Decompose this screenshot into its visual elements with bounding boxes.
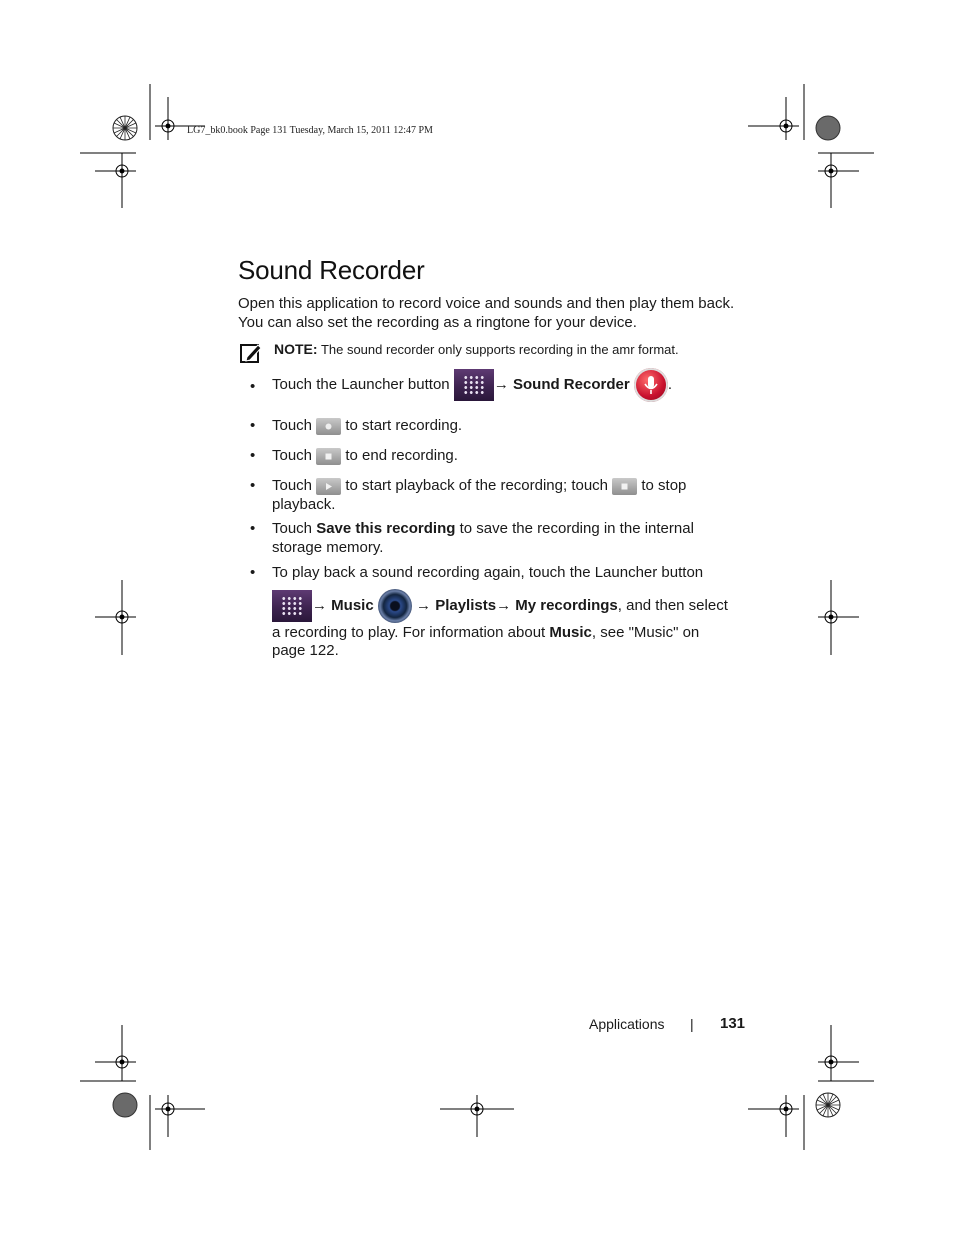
note-text	[274, 341, 679, 357]
period-text: .	[667, 375, 673, 393]
list-item-line	[272, 589, 728, 623]
microphone-icon	[634, 368, 668, 402]
list-item-text: Touch	[272, 447, 317, 464]
note-pencil-icon	[240, 342, 262, 364]
list-item-text: , see "Music" on	[591, 624, 700, 641]
list-item-line: page 122.	[272, 642, 339, 659]
list-item-text: a recording to play. For information about	[272, 624, 550, 641]
menu-path-playlists: Playlists	[435, 596, 497, 614]
bullet-marker: •	[250, 564, 256, 581]
list-item	[272, 446, 458, 465]
footer-section-name: Applications	[589, 1016, 665, 1032]
arrow-text: →	[493, 375, 513, 393]
list-item-text: Touch	[272, 520, 317, 537]
footer-separator: |	[690, 1016, 694, 1032]
launcher-grid-icon	[272, 590, 312, 622]
stop-icon	[612, 478, 637, 495]
play-icon	[316, 478, 341, 495]
arrow-text: →	[411, 596, 436, 614]
list-item-line: To play back a sound recording again, touch the Launcher button	[272, 564, 704, 581]
intro-paragraph: Open this application to record voice and sounds and then play them back. You can also set the recording as a ringtone for your device.	[238, 295, 735, 331]
launcher-grid-icon	[454, 369, 494, 401]
bullet-marker: •	[250, 378, 256, 395]
list-item-text: to start playback of the recording; touch	[341, 477, 613, 494]
list-item-text: to save the recording in the internal storage memory.	[272, 520, 694, 556]
bullet-marker: •	[250, 417, 256, 434]
list-item-text: Touch	[272, 477, 317, 494]
save-recording-label: Save this recording	[316, 520, 456, 537]
arrow-text: →	[496, 596, 516, 614]
book-file-header: LG7_bk0.book Page 131 Tuesday, March 15, 2011 12:47 PM	[187, 125, 433, 136]
list-item-line	[272, 623, 699, 642]
arrow-text: →	[312, 596, 332, 614]
menu-path-sound-recorder: Sound Recorder	[512, 375, 630, 393]
list-item-text: to stop playback.	[272, 477, 687, 513]
list-item	[272, 519, 737, 557]
list-item-text: Touch the Launcher button	[272, 375, 454, 393]
menu-path-my-recordings: My recordings	[515, 596, 618, 614]
menu-path-music: Music	[331, 596, 374, 614]
record-icon	[316, 418, 341, 435]
list-item	[272, 416, 462, 435]
bullet-marker: •	[250, 477, 256, 494]
list-item-text: , and then select	[617, 596, 728, 614]
music-speaker-icon	[378, 589, 412, 623]
stop-icon	[316, 448, 341, 465]
bullet-marker: •	[250, 520, 256, 537]
music-reference: Music	[549, 624, 592, 641]
list-item-text: Touch	[272, 417, 317, 434]
note-label: NOTE:	[274, 341, 318, 357]
note-body: The sound recorder only supports recording in the amr format.	[317, 342, 679, 357]
page-title: Sound Recorder	[238, 255, 425, 285]
list-item	[272, 368, 672, 402]
page-number: 131	[720, 1015, 746, 1032]
bullet-marker: •	[250, 447, 256, 464]
list-item-text: to end recording.	[341, 447, 458, 464]
list-item-text: to start recording.	[341, 417, 463, 434]
list-item	[272, 476, 742, 514]
